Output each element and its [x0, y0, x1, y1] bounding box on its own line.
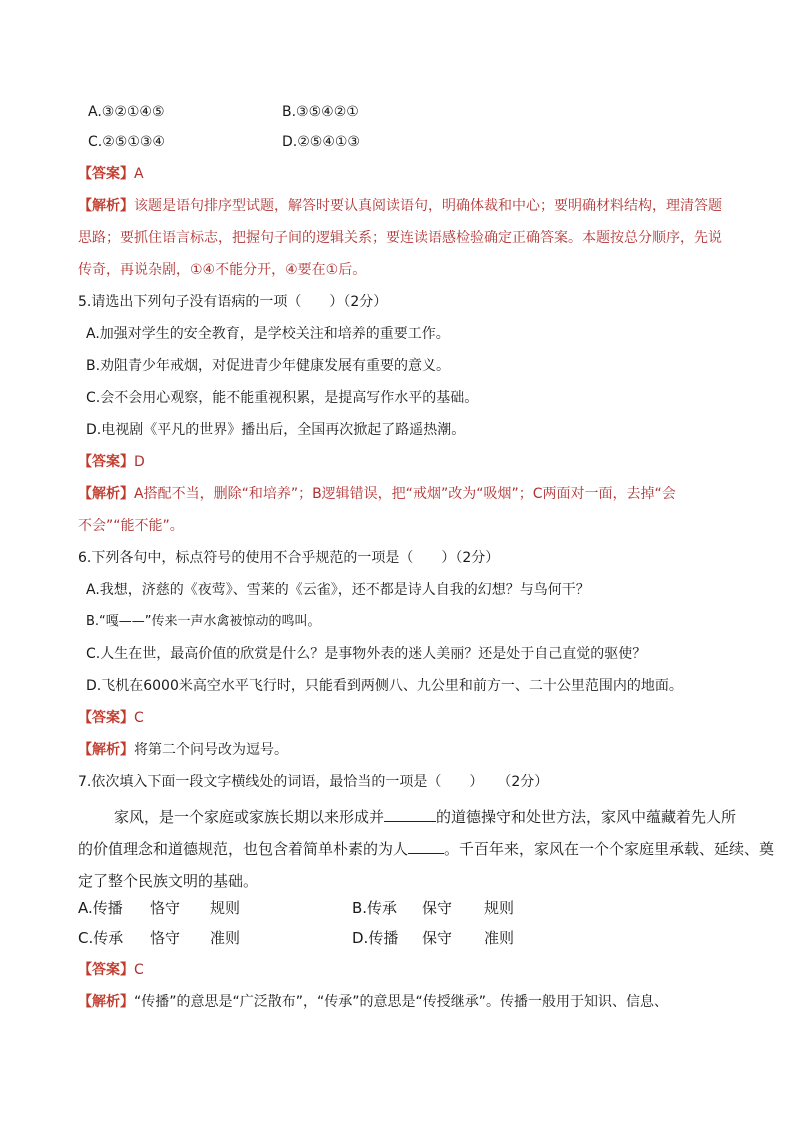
q7-option-c-word-3: 准则	[210, 929, 241, 947]
q6-option-d: D.飞机在6000米高空水平飞行时，只能看到两侧八、九公里和前方一、二十公里范围内的地面。	[86, 678, 683, 694]
q6-option-c: C.人生在世，最高价值的欣赏是什么？是事物外表的迷人美丽？还是处于自己直觉的驱使？	[86, 646, 647, 662]
answer-tag: 【答案】	[78, 962, 134, 978]
q4-option-c: C.②⑤①③④	[88, 134, 165, 150]
blank-2	[408, 839, 444, 854]
q4-analysis-line-2: 思路；要抓住语言标志，把握句子间的逻辑关系；要连读语感检验确定正确答案。本题按总分顺序，先说	[78, 230, 722, 246]
q5-option-b: B.劝阻青少年戒烟，对促进青少年健康发展有重要的意义。	[86, 358, 451, 374]
q7-option-c-word-2: 恪守	[150, 929, 181, 947]
q5-analysis-line-1	[78, 484, 676, 504]
q7-option-a-word-1: A.传播	[78, 899, 123, 917]
analysis-text: 该题是语句排序型试题，解答时要认真阅读语句，明确体裁和中心；要明确材料结构，理清答题	[134, 198, 722, 214]
q4-option-d: D.②⑤④①③	[282, 134, 360, 150]
q6-option-a: A.我想，济慈的《夜莺》、雪莱的《云雀》，还不都是诗人自我的幻想？与鸟何干？	[86, 582, 590, 598]
analysis-tag: 【解析】	[78, 198, 134, 214]
q4-option-b: B.③⑤④②①	[282, 104, 359, 120]
q5-answer	[78, 452, 145, 472]
q4-answer	[78, 164, 144, 184]
q4-analysis-line-3: 传奇，再说杂剧，①④不能分开，④要在①后。	[78, 262, 367, 278]
answer-value: C	[134, 962, 144, 978]
q7-option-d-word-2: 保守	[422, 929, 453, 947]
answer-value: A	[134, 166, 144, 182]
q7-paragraph-line-3: 定了整个民族文明的基础。	[78, 872, 259, 890]
q7-option-c-word-1: C.传承	[78, 929, 124, 947]
q6-stem: 6.下列各句中，标点符号的使用不合乎规范的一项是（ ）（2分）	[78, 550, 500, 566]
answer-value: D	[134, 454, 145, 470]
q7-option-d-word-1: D.传播	[352, 929, 399, 947]
q4-option-a: A.③②①④⑤	[88, 104, 165, 120]
q7-analysis-line-1	[78, 992, 668, 1012]
q7-option-b-word-1: B.传承	[352, 899, 398, 917]
q5-option-d: D.电视剧《平凡的世界》播出后，全国再次掀起了路遥热潮。	[86, 422, 466, 438]
q6-option-b: B.“嘎——”传来一声水禽被惊动的鸣叫。	[86, 614, 321, 629]
q7-paragraph-line-2: 的价值理念和道德规范，也包含着简单朴素的为人 。千百年来，家风在一个个家庭里承载、延续、奠	[78, 840, 775, 858]
q7-option-a-word-2: 恪守	[150, 899, 181, 917]
q7-paragraph-line-1: 家风，是一个家庭或家族长期以来形成并 的道德操守和处世方法，家风中蕴藏着先人所	[114, 808, 737, 826]
answer-tag: 【答案】	[78, 166, 134, 182]
q5-analysis-line-2: 不会”“能不能”。	[78, 518, 184, 534]
q4-analysis-line-1	[78, 196, 722, 216]
analysis-tag: 【解析】	[78, 994, 134, 1010]
q7-answer	[78, 960, 144, 980]
q7-option-b-word-2: 保守	[422, 899, 453, 917]
analysis-text: A搭配不当，删除“和培养”；B逻辑错误，把“戒烟”改为“吸烟”；C两面对一面，去掉“会	[134, 486, 676, 502]
q6-analysis-line-1	[78, 740, 288, 760]
analysis-text: “传播”的意思是“广泛散布”，“传承”的意思是“传授继承”。传播一般用于知识、信息、	[134, 994, 669, 1010]
q7-option-b-word-3: 规则	[484, 899, 515, 917]
blank-1	[384, 807, 436, 822]
analysis-text: 将第二个问号改为逗号。	[134, 742, 288, 758]
analysis-tag: 【解析】	[78, 742, 134, 758]
answer-tag: 【答案】	[78, 710, 134, 726]
answer-value: C	[134, 710, 144, 726]
analysis-tag: 【解析】	[78, 486, 134, 502]
q6-answer	[78, 708, 144, 728]
q7-stem: 7.依次填入下面一段文字横线处的词语，最恰当的一项是（ ） （2分）	[78, 774, 549, 790]
q5-option-c: C.会不会用心观察，能不能重视积累，是提高写作水平的基础。	[86, 390, 479, 406]
q5-option-a: A.加强对学生的安全教育，是学校关注和培养的重要工作。	[86, 326, 450, 342]
answer-tag: 【答案】	[78, 454, 134, 470]
q7-option-a-word-3: 规则	[210, 899, 241, 917]
q5-stem: 5.请选出下列句子没有语病的一项（ ）（2分）	[78, 294, 388, 310]
q7-option-d-word-3: 准则	[484, 929, 515, 947]
